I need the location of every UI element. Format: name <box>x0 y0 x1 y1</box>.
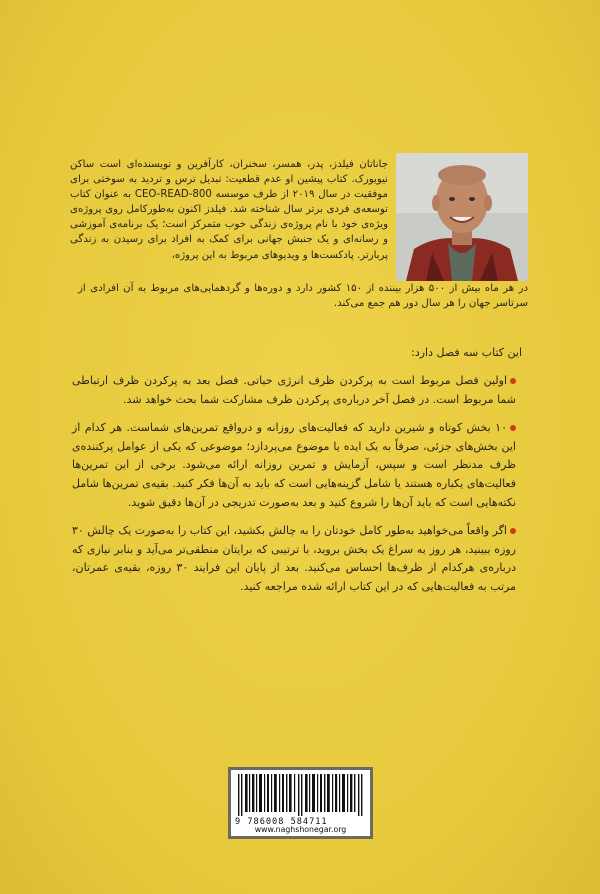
isbn-barcode <box>228 767 373 839</box>
chapters-intro: این کتاب سه فصل دارد: <box>411 346 522 359</box>
author-portrait-image <box>396 153 528 281</box>
author-section <box>70 153 528 328</box>
chapter-list <box>72 372 522 607</box>
chapter-text: اگر واقعاً می‌خواهید به‌طور کامل خودتان را به چالش بکشید، این کتاب را به‌صورت یک چالش ۳۰ روزه ببینید، هر روز به سراغ یک بخش بروید، با ترتیبی که برایتان منطقی‌تر می‌آید و بنابر نیازی که درباره‌ی هرکدام از ظرف‌ها احساس می‌کنید. بعد از پایان این فرایند ۳۰ روزه، بقیه‌ی عمرتان، مرتب به فعالیت‌هایی که در این کتاب ارائه شده مراجعه کنید. <box>72 524 516 593</box>
bullet-icon <box>510 378 516 384</box>
isbn-number: 9 786008 584711 <box>235 817 328 827</box>
chapter-item <box>72 522 522 596</box>
chapter-item <box>72 372 522 409</box>
chapter-text: ۱۰ بخش کوتاه و شیرین دارید که فعالیت‌های روزانه و درواقع تمرین‌های شماست. هر کدام از این بخش‌های جزئی، صرفاً به یک ایده یا موضوع می‌پردازد؛ موضوعی که یکی از عوامل پرکننده‌ی ظرف مدنظر است و سپس، آزمایش و تمرین روزانه ارائه می‌شود. برخی از این تمرین‌ها فعالیت‌های یکباره هستند یا شامل گزینه‌هایی است که باید به آن‌ها فکر کنید. بقیه‌ی تمرین‌ها شامل نکته‌هایی است که باید آن‌ها را شروع کنید و بعد به‌صورت تدریجی در آن‌ها دقیق شوید. <box>72 421 516 509</box>
bullet-icon <box>510 425 516 431</box>
publisher-website: www.naghshonegar.org <box>254 825 347 834</box>
author-photo <box>396 153 528 281</box>
chapter-text: اولین فصل مربوط است به پرکردن ظرف انرژی حیاتی. فصل بعد به پرکردن ظرف ارتباطی شما مربوط است. در فصل آخر درباره‌ی پرکردن ظرف مشارکت شما بحث خواهد شد. <box>72 374 516 406</box>
author-bio-continued: در هر ماه بیش از ۵۰۰ هزار بیننده از ۱۵۰ کشور دارد و دوره‌ها و گردهمایی‌های مربوط به آن افرادی از سرتاسر جهان را هر سال دور هم جمع می‌کند. <box>78 283 528 310</box>
bullet-icon <box>510 528 516 534</box>
author-bio: جاناتان فیلدز، پدر، همسر، سخنران، کارآفرین و نویسنده‌ای است ساکن نیویورک. کتاب پیشین او عدم قطعیت: تبدیل ترس و تردید به سوختی برای موفقیت در سال ۲۰۱۹ از طرف موسسه 800-CEO-READ به عنوان کتاب توسعه‌ی فردی برتر سال شناخته شد. فیلدز اکنون به‌طورکامل روی پروژه‌ی ویژه‌ی خود با نام پروژه‌ی زندگی خوب متمرکز است؛ یک برنامه‌ی آموزشی و رسانه‌ای و یک جنبش جهانی برای کمک به افراد برای رسیدن به زندگی پربارتر. پادکست‌ها و ویدیوهای مربوط به این پروژه، <box>70 159 388 261</box>
chapter-item <box>72 419 522 512</box>
barcode-icon <box>236 774 369 816</box>
